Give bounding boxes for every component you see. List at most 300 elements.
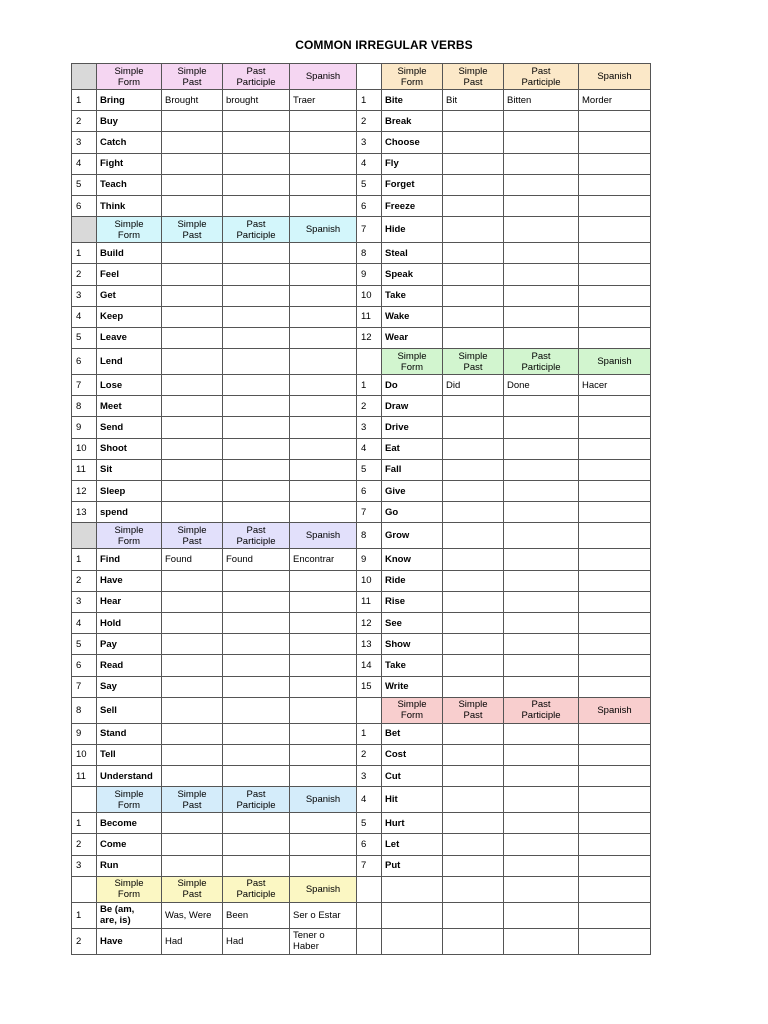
verb-simple-form: Think: [97, 195, 162, 216]
verb-spanish: [290, 195, 357, 216]
verb-simple-past: [443, 243, 504, 264]
verb-past-participle: [504, 570, 579, 591]
table-row: [72, 481, 651, 502]
verb-simple-form: Ride: [382, 570, 443, 591]
verb-simple-past: [162, 766, 223, 787]
table-row: [72, 834, 651, 855]
verb-simple-past: [443, 438, 504, 459]
verb-spanish: [579, 787, 651, 813]
row-number: 9: [72, 723, 97, 744]
verb-past-participle: [223, 174, 290, 195]
column-header-spanish: Spanish: [290, 787, 357, 813]
verb-simple-form: Take: [382, 285, 443, 306]
verb-spanish: Traer: [290, 90, 357, 111]
verb-past-participle: [223, 834, 290, 855]
verb-past-participle: [504, 766, 579, 787]
verb-spanish: [290, 813, 357, 834]
column-header-simple-form: Simple Form: [97, 787, 162, 813]
row-number: 2: [357, 396, 382, 417]
row-number: 7: [357, 855, 382, 876]
verb-past-participle: [223, 634, 290, 655]
verb-simple-form: Meet: [97, 396, 162, 417]
verb-simple-past: [443, 570, 504, 591]
table-row: [72, 766, 651, 787]
verb-simple-past: [162, 855, 223, 876]
row-number: 10: [72, 744, 97, 765]
verb-past-participle: [223, 813, 290, 834]
empty-cell: [357, 928, 382, 954]
verb-past-participle: [223, 264, 290, 285]
verb-spanish: [579, 481, 651, 502]
verb-spanish: [290, 243, 357, 264]
table-row: [72, 523, 651, 549]
verb-past-participle: [504, 855, 579, 876]
header-number-cell: [72, 64, 97, 90]
verb-simple-past: [443, 723, 504, 744]
verb-simple-past: [443, 744, 504, 765]
verb-past-participle: [504, 217, 579, 243]
verb-simple-form: Leave: [97, 327, 162, 348]
verb-simple-form: Become: [97, 813, 162, 834]
column-header-past-participle: Past Participle: [504, 64, 579, 90]
verb-simple-past: [443, 523, 504, 549]
empty-cell: [443, 928, 504, 954]
row-number: 1: [72, 243, 97, 264]
verb-simple-past: [162, 459, 223, 480]
table-row: [72, 902, 651, 928]
column-header-simple-form: Simple Form: [97, 217, 162, 243]
verb-simple-form: Keep: [97, 306, 162, 327]
verb-spanish: [579, 570, 651, 591]
verb-simple-form: Say: [97, 676, 162, 697]
verb-past-participle: Been: [223, 902, 290, 928]
row-number: 2: [357, 111, 382, 132]
verb-simple-form: Cut: [382, 766, 443, 787]
header-number-cell: [72, 876, 97, 902]
empty-cell: [504, 928, 579, 954]
verb-past-participle: brought: [223, 90, 290, 111]
verb-simple-past: [162, 174, 223, 195]
table-row: [72, 876, 651, 902]
verb-spanish: [290, 417, 357, 438]
verb-simple-form: Fly: [382, 153, 443, 174]
row-number: 1: [357, 90, 382, 111]
verb-simple-form: Take: [382, 655, 443, 676]
empty-cell: [382, 876, 443, 902]
verb-simple-past: [162, 243, 223, 264]
verb-past-participle: [504, 502, 579, 523]
verb-past-participle: [504, 285, 579, 306]
verb-past-participle: [504, 264, 579, 285]
verb-simple-past: [443, 306, 504, 327]
verb-simple-form: Hold: [97, 612, 162, 633]
verb-simple-form: Wake: [382, 306, 443, 327]
row-number: 13: [357, 634, 382, 655]
verb-past-participle: [223, 481, 290, 502]
verb-simple-form: Have: [97, 928, 162, 954]
verb-spanish: Tener o Haber: [290, 928, 357, 954]
table-row: [72, 90, 651, 111]
verb-past-participle: [223, 438, 290, 459]
column-header-past-participle: Past Participle: [504, 349, 579, 375]
table-row: [72, 787, 651, 813]
row-number: 6: [72, 349, 97, 375]
verb-spanish: [579, 591, 651, 612]
verb-simple-form: Bring: [97, 90, 162, 111]
verb-simple-past: [443, 417, 504, 438]
column-header-simple-past: Simple Past: [162, 787, 223, 813]
verb-spanish: [579, 549, 651, 570]
verb-spanish: [579, 834, 651, 855]
row-number: 6: [357, 195, 382, 216]
verb-past-participle: Had: [223, 928, 290, 954]
row-number: 15: [357, 676, 382, 697]
row-number: 2: [72, 264, 97, 285]
table-row: [72, 744, 651, 765]
verb-spanish: [579, 132, 651, 153]
verb-simple-past: [162, 375, 223, 396]
verb-simple-past: [162, 634, 223, 655]
verb-simple-past: [443, 174, 504, 195]
table-row: [72, 153, 651, 174]
verb-simple-form: Hear: [97, 591, 162, 612]
verb-simple-past: [443, 655, 504, 676]
table-row: [72, 174, 651, 195]
verb-simple-past: [443, 591, 504, 612]
verb-spanish: [290, 676, 357, 697]
table-row: [72, 570, 651, 591]
header-number-cell: [357, 64, 382, 90]
row-number: 2: [72, 834, 97, 855]
verb-spanish: [579, 195, 651, 216]
verb-spanish: [579, 655, 651, 676]
verb-simple-form: Know: [382, 549, 443, 570]
verb-spanish: [579, 459, 651, 480]
row-number: 7: [357, 502, 382, 523]
verb-spanish: [579, 327, 651, 348]
column-header-simple-form: Simple Form: [97, 876, 162, 902]
verb-simple-form: Read: [97, 655, 162, 676]
verb-past-participle: [504, 676, 579, 697]
verb-simple-past: [443, 396, 504, 417]
verb-past-participle: [504, 813, 579, 834]
verb-simple-form: Break: [382, 111, 443, 132]
verb-simple-past: [162, 153, 223, 174]
verb-spanish: [290, 264, 357, 285]
row-number: 4: [357, 787, 382, 813]
verb-spanish: [290, 570, 357, 591]
row-number: 7: [72, 375, 97, 396]
table-row: [72, 306, 651, 327]
verb-simple-form: Freeze: [382, 195, 443, 216]
verb-simple-form: Build: [97, 243, 162, 264]
verb-spanish: [579, 523, 651, 549]
verb-past-participle: [223, 723, 290, 744]
verb-simple-form: Sit: [97, 459, 162, 480]
empty-cell: [504, 876, 579, 902]
verb-past-participle: [223, 285, 290, 306]
row-number: 11: [72, 459, 97, 480]
verb-simple-form: Bet: [382, 723, 443, 744]
verb-spanish: Morder: [579, 90, 651, 111]
verb-spanish: [290, 634, 357, 655]
verb-simple-past: Brought: [162, 90, 223, 111]
verb-simple-past: [443, 855, 504, 876]
verb-simple-past: [162, 417, 223, 438]
row-number: 3: [72, 132, 97, 153]
verb-spanish: [579, 855, 651, 876]
verb-simple-form: Find: [97, 549, 162, 570]
verb-spanish: Encontrar: [290, 549, 357, 570]
verb-spanish: [290, 612, 357, 633]
verb-spanish: [579, 264, 651, 285]
verb-simple-past: [162, 438, 223, 459]
empty-cell: [579, 876, 651, 902]
verb-simple-form: Bite: [382, 90, 443, 111]
verb-past-participle: [504, 523, 579, 549]
header-number-cell: [72, 523, 97, 549]
verb-simple-past: [443, 813, 504, 834]
table-row: [72, 676, 651, 697]
column-header-simple-form: Simple Form: [382, 697, 443, 723]
verb-simple-form: Forget: [382, 174, 443, 195]
verb-simple-past: [162, 697, 223, 723]
verb-simple-past: [162, 502, 223, 523]
column-header-simple-form: Simple Form: [97, 523, 162, 549]
verb-past-participle: [504, 174, 579, 195]
verb-simple-past: [162, 655, 223, 676]
empty-cell: [443, 876, 504, 902]
verb-spanish: [579, 766, 651, 787]
row-number: 2: [357, 744, 382, 765]
verb-past-participle: [504, 153, 579, 174]
verb-simple-past: [443, 787, 504, 813]
verb-spanish: Hacer: [579, 375, 651, 396]
verb-past-participle: [223, 243, 290, 264]
verb-spanish: [579, 111, 651, 132]
empty-cell: [504, 902, 579, 928]
row-number: 10: [357, 285, 382, 306]
verb-simple-form: Wear: [382, 327, 443, 348]
empty-cell: [443, 902, 504, 928]
row-number: 8: [357, 523, 382, 549]
verb-simple-form: spend: [97, 502, 162, 523]
row-number: 1: [72, 549, 97, 570]
verb-spanish: [290, 744, 357, 765]
verb-simple-past: [443, 217, 504, 243]
row-number: 6: [357, 481, 382, 502]
verb-past-participle: [223, 349, 290, 375]
verb-past-participle: [504, 459, 579, 480]
verb-spanish: [290, 438, 357, 459]
verb-past-participle: [504, 243, 579, 264]
table-row: [72, 549, 651, 570]
verb-spanish: [290, 481, 357, 502]
verb-past-participle: [223, 591, 290, 612]
verb-simple-form: Show: [382, 634, 443, 655]
verb-simple-past: [443, 612, 504, 633]
verb-simple-form: Cost: [382, 744, 443, 765]
table-row: [72, 327, 651, 348]
verb-simple-past: [162, 111, 223, 132]
row-number: 3: [72, 591, 97, 612]
table-row: [72, 285, 651, 306]
verb-simple-form: Understand: [97, 766, 162, 787]
verb-simple-past: [162, 327, 223, 348]
row-number: 13: [72, 502, 97, 523]
verb-simple-form: Write: [382, 676, 443, 697]
verb-spanish: [290, 766, 357, 787]
verb-spanish: [290, 502, 357, 523]
verb-simple-form: Stand: [97, 723, 162, 744]
column-header-past-participle: Past Participle: [223, 64, 290, 90]
column-header-spanish: Spanish: [290, 217, 357, 243]
verb-past-participle: [223, 417, 290, 438]
header-number-cell: [72, 217, 97, 243]
row-number: 14: [357, 655, 382, 676]
verb-past-participle: [504, 481, 579, 502]
column-header-simple-past: Simple Past: [443, 64, 504, 90]
column-header-simple-past: Simple Past: [162, 523, 223, 549]
row-number: 5: [72, 174, 97, 195]
table-row: [72, 459, 651, 480]
verb-simple-form: Teach: [97, 174, 162, 195]
verb-simple-form: Drive: [382, 417, 443, 438]
verb-simple-past: [443, 766, 504, 787]
verb-spanish: [290, 153, 357, 174]
verb-simple-form: Pay: [97, 634, 162, 655]
verb-simple-form: Come: [97, 834, 162, 855]
row-number: 4: [357, 153, 382, 174]
header-number-cell: [357, 697, 382, 723]
verb-simple-past: [443, 549, 504, 570]
verb-simple-form: Lose: [97, 375, 162, 396]
verb-past-participle: [504, 306, 579, 327]
verb-past-participle: [504, 787, 579, 813]
verb-simple-past: [443, 153, 504, 174]
verb-past-participle: [504, 327, 579, 348]
verb-past-participle: [223, 111, 290, 132]
verb-simple-form: Be (am, are, is): [97, 902, 162, 928]
verb-past-participle: [504, 132, 579, 153]
verb-simple-past: [443, 132, 504, 153]
table-row: [72, 855, 651, 876]
verb-simple-form: Grow: [382, 523, 443, 549]
row-number: 5: [357, 459, 382, 480]
column-header-spanish: Spanish: [290, 523, 357, 549]
empty-cell: [579, 902, 651, 928]
verb-simple-past: Had: [162, 928, 223, 954]
table-row: [72, 64, 651, 90]
column-header-spanish: Spanish: [290, 64, 357, 90]
verb-spanish: [579, 285, 651, 306]
verb-simple-form: Fall: [382, 459, 443, 480]
column-header-simple-past: Simple Past: [443, 697, 504, 723]
column-header-simple-past: Simple Past: [162, 217, 223, 243]
column-header-spanish: Spanish: [579, 64, 651, 90]
verb-simple-past: [162, 285, 223, 306]
verb-simple-form: Steal: [382, 243, 443, 264]
row-number: 1: [357, 375, 382, 396]
column-header-past-participle: Past Participle: [504, 697, 579, 723]
verb-spanish: [290, 111, 357, 132]
verb-past-participle: [223, 570, 290, 591]
verb-past-participle: [223, 153, 290, 174]
verb-simple-form: Feel: [97, 264, 162, 285]
table-row: [72, 243, 651, 264]
verb-spanish: [290, 174, 357, 195]
column-header-spanish: Spanish: [579, 697, 651, 723]
verb-simple-past: [443, 264, 504, 285]
verb-spanish: [579, 634, 651, 655]
verb-past-participle: [223, 502, 290, 523]
table-row: [72, 612, 651, 633]
column-header-past-participle: Past Participle: [223, 876, 290, 902]
verb-spanish: [579, 723, 651, 744]
verb-simple-past: Bit: [443, 90, 504, 111]
row-number: 3: [357, 132, 382, 153]
verb-spanish: [579, 813, 651, 834]
verb-simple-form: Tell: [97, 744, 162, 765]
verb-simple-form: Give: [382, 481, 443, 502]
row-number: 3: [72, 855, 97, 876]
row-number: 1: [72, 902, 97, 928]
row-number: 2: [72, 570, 97, 591]
verb-simple-form: Fight: [97, 153, 162, 174]
verb-simple-past: Found: [162, 549, 223, 570]
column-header-spanish: Spanish: [579, 349, 651, 375]
verb-simple-past: Did: [443, 375, 504, 396]
column-header-spanish: Spanish: [290, 876, 357, 902]
column-header-simple-past: Simple Past: [162, 64, 223, 90]
verb-spanish: [290, 327, 357, 348]
row-number: 9: [72, 417, 97, 438]
verb-simple-past: [443, 195, 504, 216]
row-number: 1: [72, 90, 97, 111]
row-number: 5: [72, 634, 97, 655]
verb-spanish: [290, 375, 357, 396]
verb-simple-past: [162, 834, 223, 855]
verb-spanish: [579, 153, 651, 174]
row-number: 9: [357, 549, 382, 570]
column-header-past-participle: Past Participle: [223, 523, 290, 549]
verb-spanish: [290, 697, 357, 723]
verb-past-participle: [223, 766, 290, 787]
row-number: 7: [72, 676, 97, 697]
verb-simple-past: [162, 591, 223, 612]
page-title: COMMON IRREGULAR VERBS: [295, 38, 473, 52]
verb-simple-past: [443, 327, 504, 348]
table-row: [72, 928, 651, 954]
verb-simple-form: Do: [382, 375, 443, 396]
table-row: [72, 396, 651, 417]
verb-past-participle: [223, 375, 290, 396]
row-number: 7: [357, 217, 382, 243]
column-header-past-participle: Past Participle: [223, 787, 290, 813]
verb-past-participle: [504, 612, 579, 633]
table-row: [72, 634, 651, 655]
row-number: 3: [357, 766, 382, 787]
verb-simple-form: Run: [97, 855, 162, 876]
row-number: 10: [72, 438, 97, 459]
row-number: 10: [357, 570, 382, 591]
verb-past-participle: [504, 834, 579, 855]
table-row: [72, 111, 651, 132]
verb-simple-past: [443, 285, 504, 306]
verb-past-participle: [504, 655, 579, 676]
row-number: 8: [357, 243, 382, 264]
verb-simple-past: [443, 502, 504, 523]
